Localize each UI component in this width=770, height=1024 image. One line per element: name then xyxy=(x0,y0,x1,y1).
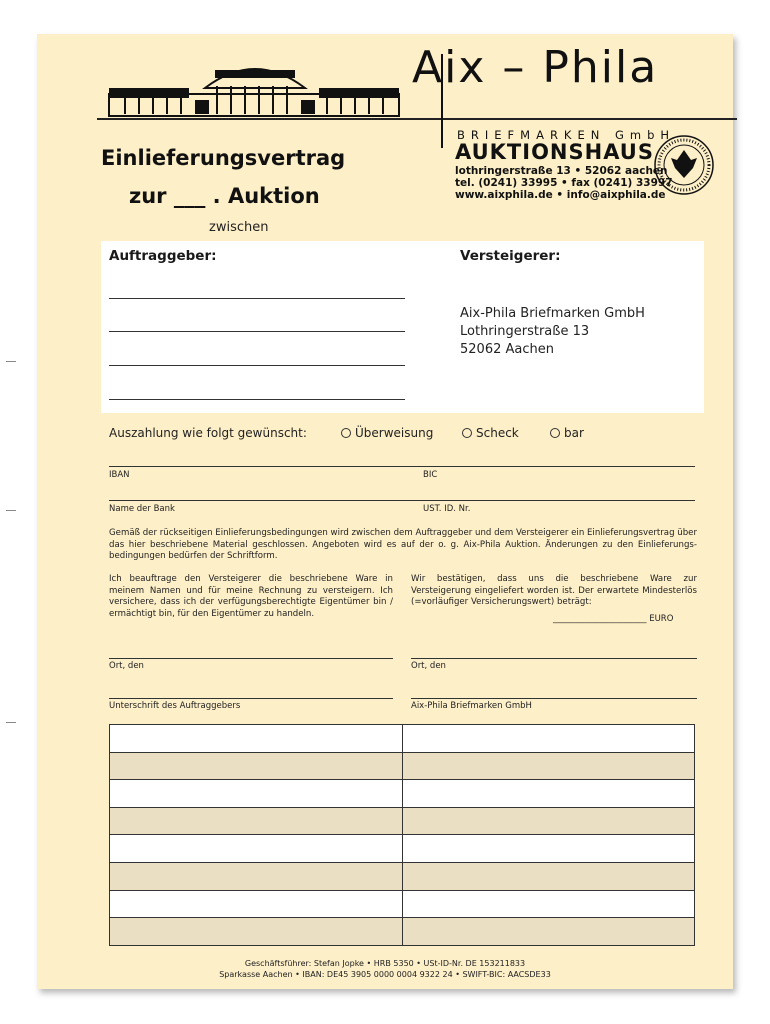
table-cell[interactable] xyxy=(110,808,403,836)
min-value-euro-field[interactable]: ______________________ EURO xyxy=(553,614,674,624)
radio-circle-icon xyxy=(550,428,560,438)
table-cell[interactable] xyxy=(110,725,403,753)
signature-line-left[interactable] xyxy=(109,698,393,699)
table-row xyxy=(110,835,694,863)
auction-number-title: zur ___ . Auktion xyxy=(129,184,320,208)
table-row xyxy=(110,753,694,781)
form-title: Einlieferungsvertrag xyxy=(101,146,346,170)
contact-web: www.aixphila.de • info@aixphila.de xyxy=(455,189,666,201)
bank-vat-line[interactable] xyxy=(109,500,695,501)
radio-circle-icon xyxy=(462,428,472,438)
agreement-text: Gemäß der rückseitigen Einlieferungsbedingungen wird zwischen dem Auftraggeber und dem Versteigerer ein Einlieferungsvertrag über das hier beschriebene Material geschlossen. Angeboten wird es auf der o. g. Aix-Phila Auktion. Änderungen zu den Einlieferungs-bedingungen bedürfen der Schriftform. xyxy=(109,528,697,561)
client-line-1[interactable] xyxy=(109,298,405,299)
client-line-2[interactable] xyxy=(109,331,405,332)
table-cell[interactable] xyxy=(403,863,694,891)
bank-name-label: Name der Bank xyxy=(109,504,175,514)
table-cell[interactable] xyxy=(110,780,403,808)
parties-box xyxy=(101,241,704,413)
table-cell[interactable] xyxy=(403,780,694,808)
place-date-line-left[interactable] xyxy=(109,658,393,659)
margin-tick xyxy=(6,510,16,511)
header-rule xyxy=(97,118,737,120)
vat-id-label: UST. ID. Nr. xyxy=(423,504,471,514)
table-cell[interactable] xyxy=(110,891,403,919)
footer-management: Geschäftsführer: Stefan Jopke • HRB 5350 • USt-ID-Nr. DE 153211833 xyxy=(244,959,526,968)
payment-label: Auszahlung wie folgt gewünscht: xyxy=(109,426,307,440)
payment-option-check[interactable]: Scheck xyxy=(462,426,519,440)
client-signature-label: Unterschrift des Auftraggebers xyxy=(109,701,241,711)
table-cell[interactable] xyxy=(403,753,694,781)
place-date-line-right[interactable] xyxy=(411,658,697,659)
table-row xyxy=(110,808,694,836)
item-table xyxy=(109,724,695,946)
iban-bic-line[interactable] xyxy=(109,466,695,467)
payment-option-transfer[interactable]: Überweisung xyxy=(341,426,433,440)
table-row xyxy=(110,918,694,945)
client-line-4[interactable] xyxy=(109,399,405,400)
auctioneer-street: Lothringerstraße 13 xyxy=(460,324,590,339)
auctioneer-signature-label: Aix-Phila Briefmarken GmbH xyxy=(411,701,532,711)
contact-phone: tel. (0241) 33995 • fax (0241) 33997 xyxy=(455,177,673,189)
table-cell[interactable] xyxy=(110,863,403,891)
margin-tick xyxy=(6,722,16,723)
table-row xyxy=(110,863,694,891)
table-row xyxy=(110,725,694,753)
table-cell[interactable] xyxy=(110,753,403,781)
brand-logo-text: Aix – Phila xyxy=(412,42,659,93)
table-cell[interactable] xyxy=(403,835,694,863)
place-date-label-left: Ort, den xyxy=(109,661,144,671)
footer-bank: Sparkasse Aachen • IBAN: DE45 3905 0000 0004 9322 24 • SWIFT-BIC: AACSDE33 xyxy=(219,970,551,979)
iban-label: IBAN xyxy=(109,470,130,480)
association-seal-icon xyxy=(653,134,715,196)
table-cell[interactable] xyxy=(403,918,694,945)
auctioneer-label: Versteigerer: xyxy=(460,248,561,264)
table-cell[interactable] xyxy=(403,891,694,919)
table-cell[interactable] xyxy=(403,808,694,836)
between-label: zwischen xyxy=(209,220,269,235)
auctioneer-city: 52062 Aachen xyxy=(460,342,554,357)
building-illustration xyxy=(105,56,405,118)
table-row xyxy=(110,891,694,919)
table-row xyxy=(110,780,694,808)
client-label: Auftraggeber: xyxy=(109,248,217,264)
auctioneer-statement: Wir bestätigen, dass uns die beschriebene Ware zur Versteigerung eingeliefert worden ist. Der erwartete Mindesterlös (=vorläufiger Versicherungswert) beträgt: xyxy=(411,574,697,607)
client-line-3[interactable] xyxy=(109,365,405,366)
contact-address: lothringerstraße 13 • 52062 aachen xyxy=(455,165,668,177)
client-statement: Ich beauftrage den Versteigerer die beschriebene Ware in meinem Namen und für meine Rechnung zu versteigern. Ich versichere, dass ich der verfügungsberechtigte Eigentümer bin / ermächtigt bin, für den Eigentümer zu handeln. xyxy=(109,574,393,619)
brand-auktionshaus: AUKTIONSHAUS xyxy=(455,140,654,164)
signature-line-right[interactable] xyxy=(411,698,697,699)
auctioneer-company: Aix-Phila Briefmarken GmbH xyxy=(460,306,645,321)
table-cell[interactable] xyxy=(110,918,403,945)
radio-circle-icon xyxy=(341,428,351,438)
payment-option-cash[interactable]: bar xyxy=(550,426,584,440)
table-cell[interactable] xyxy=(403,725,694,753)
margin-tick xyxy=(6,361,16,362)
brand-subtitle: BRIEFMARKEN GmbH xyxy=(457,128,676,142)
contract-form-page xyxy=(37,34,733,989)
place-date-label-right: Ort, den xyxy=(411,661,446,671)
table-cell[interactable] xyxy=(110,835,403,863)
bic-label: BIC xyxy=(423,470,438,480)
